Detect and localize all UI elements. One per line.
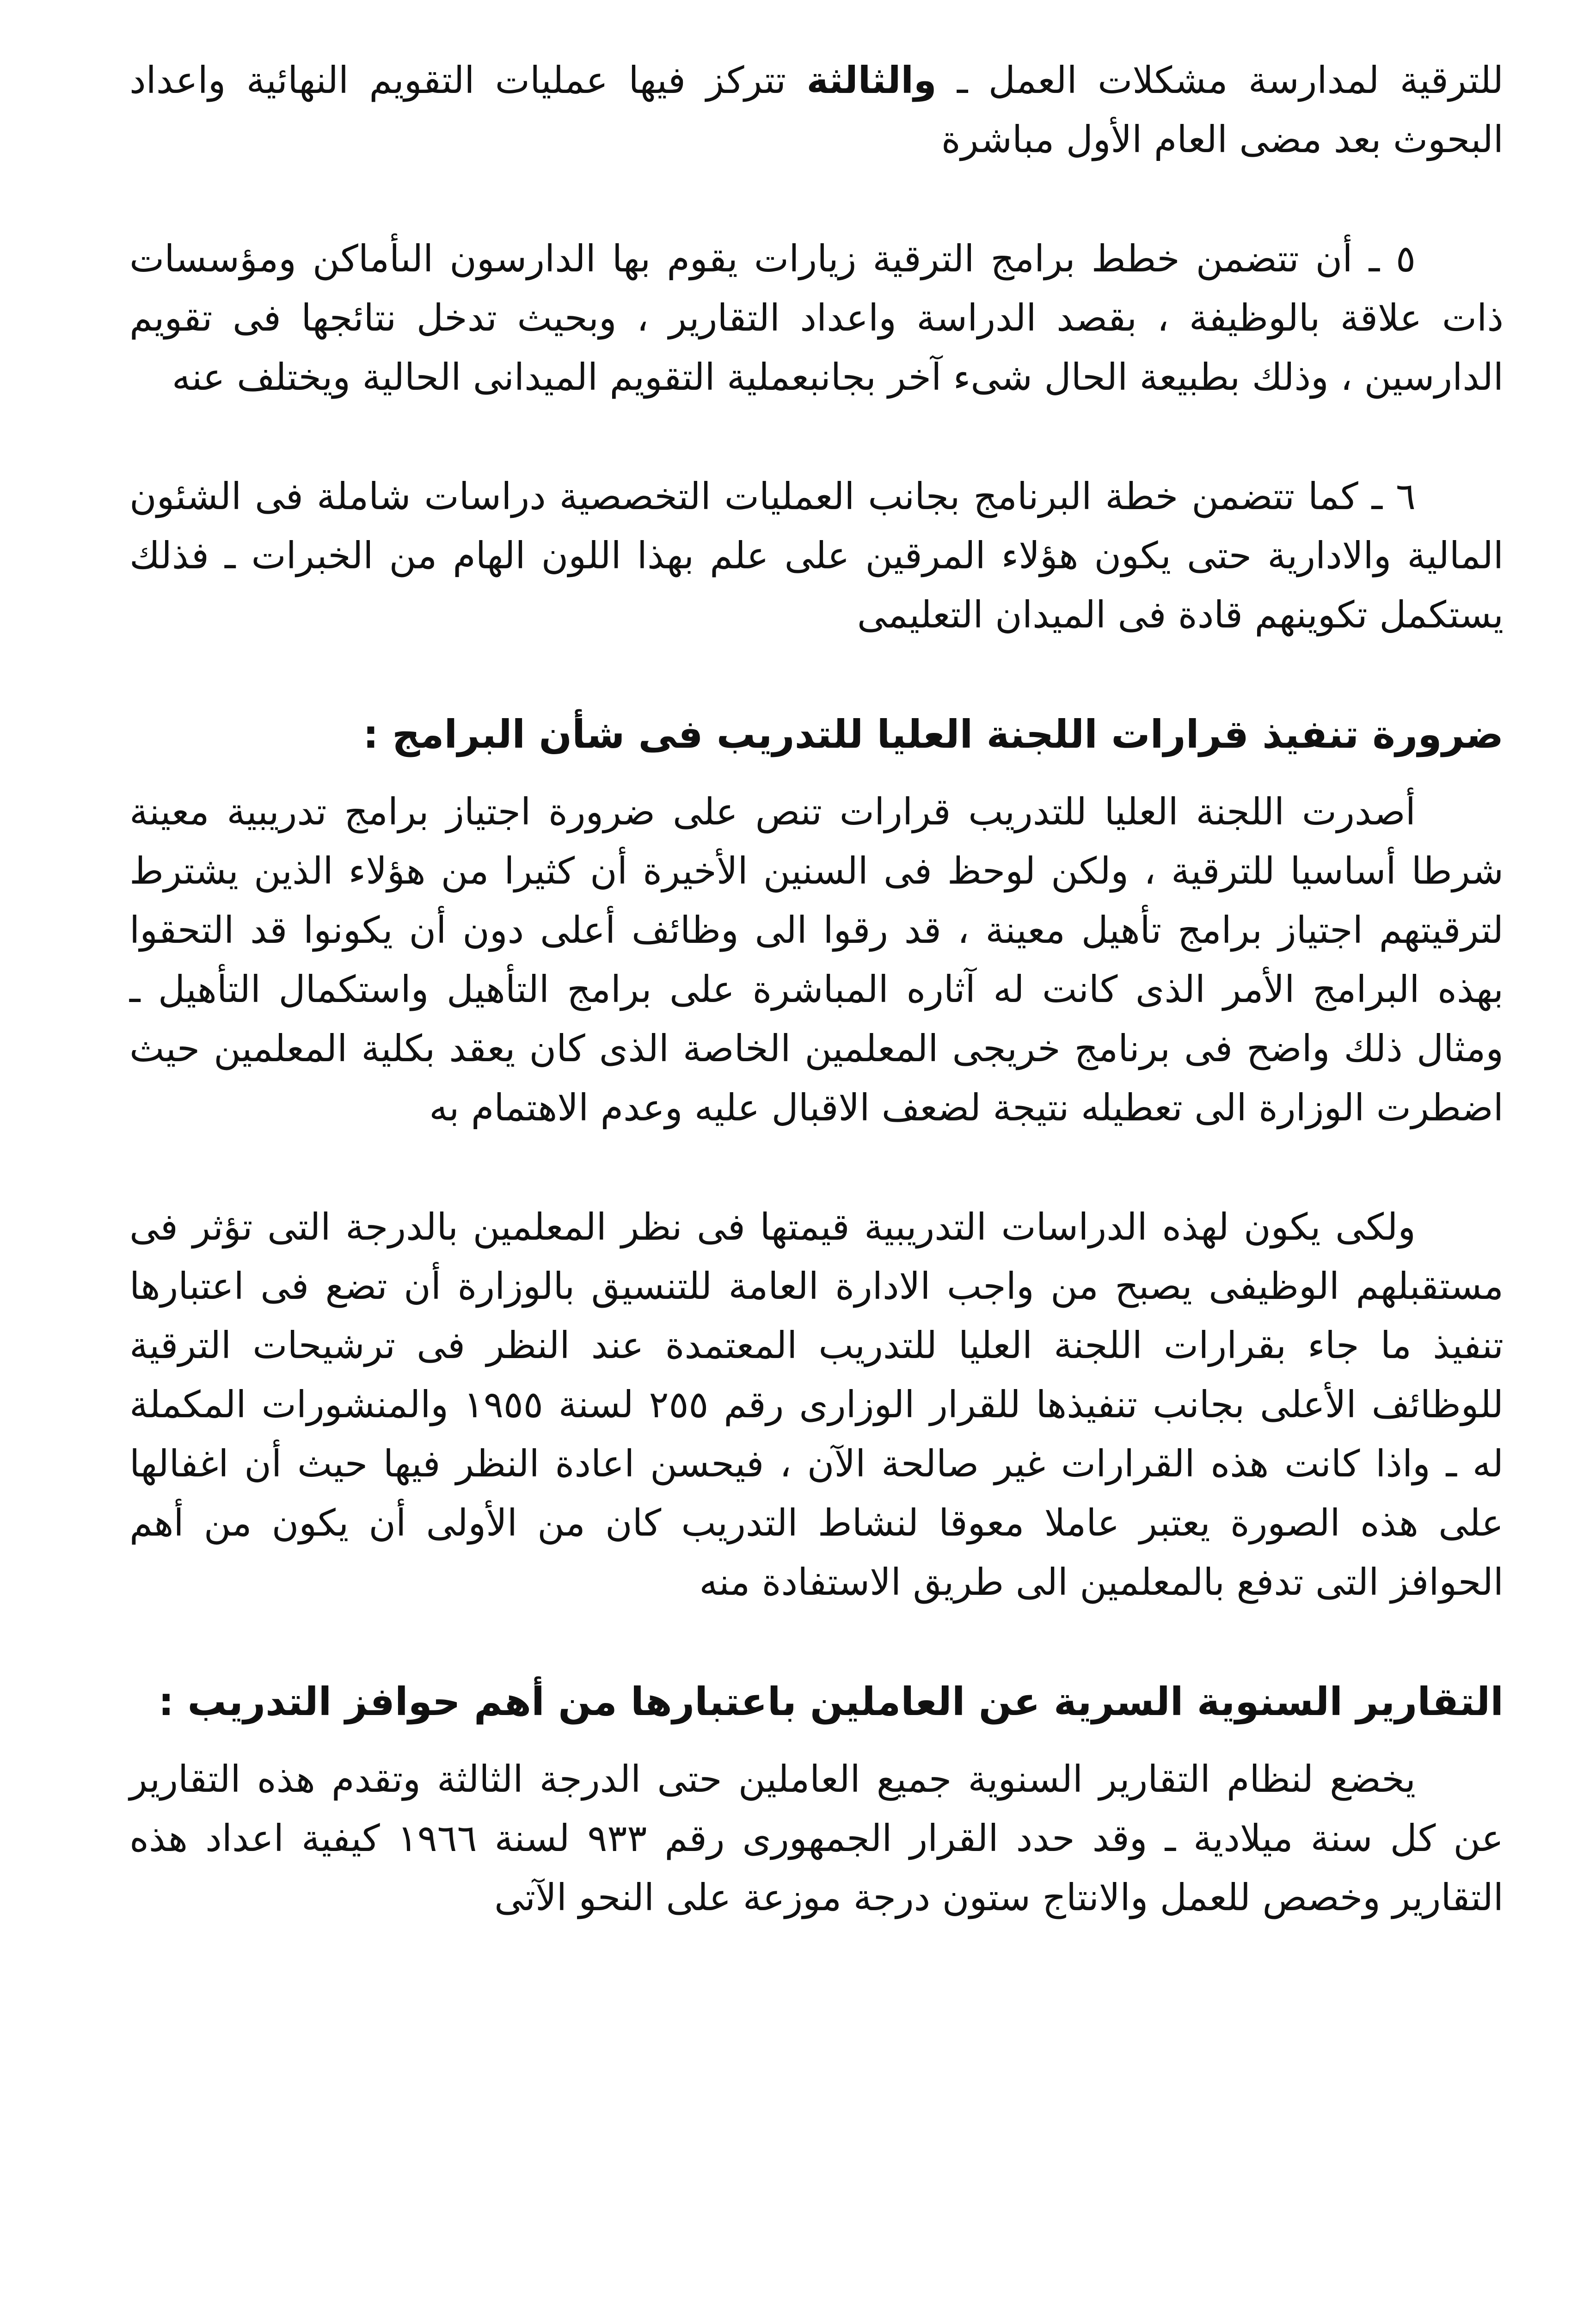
paragraph-annual-reports: يخضع لنظام التقارير السنوية جميع العاملين حتى الدرجة الثالثة وتقدم هذه التقارير عن كل سنة ميلادية ـ وقد حدد القرار الجمهورى رقم ٩٣٣ لسنة ١٩٦٦ كيفية اعداد هذه التقارير وخصص للعمل والانتاج ستون درجة موزعة على النحو الآتى [129, 1758, 1504, 1919]
paragraph-continuation [129, 51, 1504, 169]
section-heading-training-decisions: ضرورة تنفيذ قرارات اللجنة العليا للتدريب فى شأن البرامج : [363, 712, 1504, 757]
section-heading-annual-reports: التقارير السنوية السرية عن العاملين باعتبارها من أهم حوافز التدريب : [158, 1679, 1504, 1724]
paragraph-training-value: ولكى يكون لهذه الدراسات التدريبية قيمتها فى نظر المعلمين بالدرجة التى تؤثر فى مستقبلهم الوظيفى يصبح من واجب الادارة العامة للتنسيق بالوزارة أن تضع فى اعتبارها تنفيذ ما جاء بقرارات اللجنة العليا للتدريب المعتمدة عند النظر فى ترشيحات الترقية للوظائف الأعلى بجانب تنفيذها للقرار الوزارى رقم ٢٥٥ لسنة ١٩٥٥ والمنشورات المكملة له ـ واذا كانت هذه القرارات غير صالحة الآن ، فيحسن اعادة النظر فيها حيث أن اغفالها على هذه الصورة يعتبر عاملا معوقا لنشاط التدريب كان من الأولى أن يكون من أهم الحوافز التى تدفع بالمعلمين الى طريق الاستفادة منه [129, 1205, 1504, 1604]
paragraph-text-after: تتركز فيها عمليات التقويم النهائية واعداد البحوث بعد مضى العام الأول مباشرة [129, 59, 1504, 161]
paragraph-committee-decisions: أصدرت اللجنة العليا للتدريب قرارات تنص على ضرورة اجتياز برامج تدريبية معينة شرطا أساسيا للترقية ، ولكن لوحظ فى السنين الأخيرة أن كثيرا من هؤلاء الذين يشترط لترقيتهم اجتياز برامج تأهيل معينة ، قد رقوا الى وظائف أعلى دون أن يكونوا قد التحقوا بهذه البرامج الأمر الذى كانت له آثاره المباشرة على برامج التأهيل واستكمال التأهيل ـ ومثال ذلك واضح فى برنامج خريجى المعلمين الخاصة الذى كان يعقد بكلية المعلمين حيث اضطرت الوزارة الى تعطيله نتيجة لضعف الاقبال عليه وعدم الاهتمام به [129, 790, 1504, 1129]
emphasis-third: والثالثة [806, 59, 937, 102]
paragraph-text-before: للترقية لمدارسة مشكلات العمل ـ [936, 59, 1504, 102]
paragraph-item-5: ٥ ـ أن تتضمن خطط برامج الترقية زيارات يقوم بها الدارسون الىأماكن ومؤسسات ذات علاقة بالوظيفة ، بقصد الدراسة واعداد التقارير ، وبحيث تدخل نتائجها فى تقويم الدارسين ، وذلك بطبيعة الحال شىء آخر بجانبعملية التقويم الميدانى الحالية ويختلف عنه [129, 237, 1504, 399]
document-page [129, 51, 1504, 2312]
paragraph-item-6: ٦ ـ كما تتضمن خطة البرنامج بجانب العمليات التخصصية دراسات شاملة فى الشئون المالية والادارية حتى يكون هؤلاء المرقين على علم بهذا اللون الهام من الخبرات ـ فذلك يستكمل تكوينهم قادة فى الميدان التعليمى [129, 475, 1504, 636]
